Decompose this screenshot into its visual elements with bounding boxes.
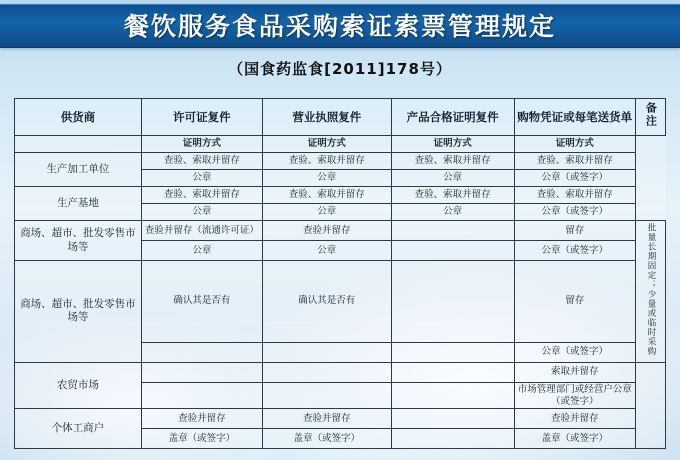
cell-license-seal [141, 382, 262, 409]
cell-business-seal: 公章 [262, 204, 391, 221]
table-head [15, 99, 666, 136]
cell-business: 查验、索取并留存 [262, 153, 391, 170]
table-row [15, 261, 666, 343]
cell-product [391, 261, 514, 343]
note-empty-cell [635, 362, 665, 449]
page-title: 餐饮服务食品采购索证索票管理规定 [123, 12, 556, 41]
cell-voucher-seal: 市场管理部门或经营户公章（或签字） [514, 382, 635, 409]
document-number: （国食药监食[2011]178号） [228, 60, 452, 78]
header-license-copy: 许可证复件 [141, 99, 262, 136]
cell-business-seal: 盖章（或签字） [262, 429, 391, 449]
header-note [635, 99, 665, 136]
supplier-name: 农贸市场 [15, 362, 142, 409]
cell-business: 查验并留存 [262, 221, 391, 241]
cell-voucher: 查验、索取并留存 [514, 187, 635, 204]
cell-license: 查验、索取并留存 [141, 153, 262, 170]
proof-voucher: 证明方式 [514, 136, 635, 153]
cell-business: 查验并留存 [262, 409, 391, 429]
table-row [15, 409, 666, 429]
note-cell [635, 221, 665, 363]
cell-business-seal [262, 382, 391, 409]
cell-license-seal: 盖章（或签字） [141, 429, 262, 449]
cell-product-seal [391, 241, 514, 261]
table-row [15, 362, 666, 382]
cell-voucher: 索取并留存 [514, 362, 635, 382]
supplier-name: 商场、超市、批发零售市场等 [15, 221, 142, 261]
cell-business-seal: 公章 [262, 241, 391, 261]
supplier-name: 商场、超市、批发零售市场等 [15, 261, 142, 363]
cell-license-seal: 公章 [141, 170, 262, 187]
note-text: 批量长期固定；少量或临时采购 [646, 223, 657, 356]
cell-voucher-seal: 公章（或签字） [514, 342, 635, 362]
cell-voucher-seal: 盖章（或签字） [514, 429, 635, 449]
cell-voucher: 查验、索取并留存 [514, 153, 635, 170]
table-row [15, 221, 666, 241]
header-supplier: 供货商 [15, 99, 142, 136]
header-business-license-copy: 营业执照复件 [262, 99, 391, 136]
table-row [15, 153, 666, 170]
cell-license [141, 362, 262, 382]
cell-voucher-seal: 公章（或签字） [514, 241, 635, 261]
cell-product-seal [391, 429, 514, 449]
cell-business-seal [262, 342, 391, 362]
cell-product [391, 221, 514, 241]
supplier-name: 个体工商户 [15, 409, 142, 449]
proof-empty-cell [15, 136, 142, 153]
proof-product: 证明方式 [391, 136, 514, 153]
cell-product-seal: 公章 [391, 170, 514, 187]
header-note-label: 备注 [644, 102, 658, 129]
cell-voucher-seal: 公章（或签字） [514, 170, 635, 187]
cell-license: 查验并留存 [141, 409, 262, 429]
proof-license: 证明方式 [141, 136, 262, 153]
supplier-name: 生产加工单位 [15, 153, 142, 187]
cell-license: 确认其是否有 [141, 261, 262, 343]
cell-voucher-seal: 公章（或签字） [514, 204, 635, 221]
cell-product-seal [391, 382, 514, 409]
cell-voucher: 留存 [514, 261, 635, 343]
cell-business: 查验、索取并留存 [262, 187, 391, 204]
table-header-row [15, 99, 666, 136]
cell-voucher: 查验并留存 [514, 409, 635, 429]
cell-license: 查验并留存（流通许可证） [141, 221, 262, 241]
header-purchase-voucher: 购物凭证或每笔送货单 [514, 99, 635, 136]
cell-product: 查验、索取并留存 [391, 187, 514, 204]
table-row [15, 187, 666, 204]
cell-business-seal: 公章 [262, 170, 391, 187]
proof-business: 证明方式 [262, 136, 391, 153]
table-row-proof-method [15, 136, 666, 153]
header-product-cert-copy: 产品合格证明复件 [391, 99, 514, 136]
cell-product-seal [391, 342, 514, 362]
cell-product [391, 409, 514, 429]
cell-product-seal: 公章 [391, 204, 514, 221]
cell-product: 查验、索取并留存 [391, 153, 514, 170]
regulation-table-wrapper [14, 98, 666, 449]
cell-voucher: 留存 [514, 221, 635, 241]
cell-license: 查验、索取并留存 [141, 187, 262, 204]
cell-license-seal: 公章 [141, 241, 262, 261]
cell-business: 确认其是否有 [262, 261, 391, 343]
table-body [15, 136, 666, 449]
cell-license-seal: 公章 [141, 204, 262, 221]
cell-license-seal [141, 342, 262, 362]
regulation-table [14, 98, 666, 449]
cell-product [391, 362, 514, 382]
supplier-name: 生产基地 [15, 187, 142, 221]
cell-business [262, 362, 391, 382]
